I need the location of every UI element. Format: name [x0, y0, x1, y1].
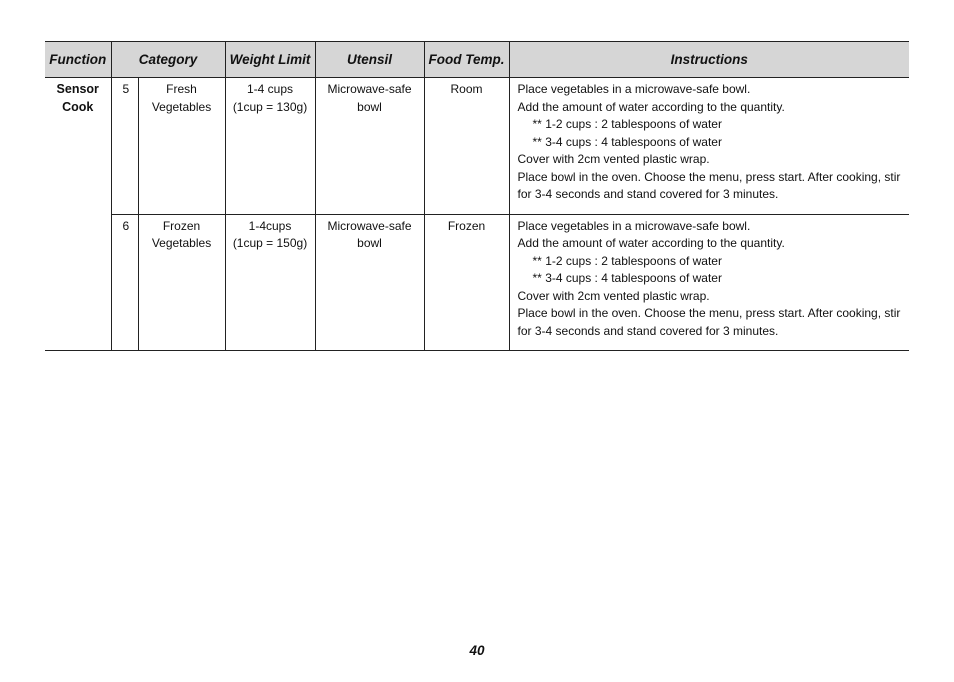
header-utensil: Utensil: [315, 42, 424, 78]
utensil-text: Microwave-safe: [327, 82, 412, 96]
utensil-cell: [315, 78, 424, 215]
function-cell: [45, 78, 111, 351]
weight-limit-cell: [225, 214, 315, 351]
instruction-line: Add the amount of water according to the quantity.: [517, 99, 785, 114]
weight-limit-text: (1cup = 150g): [232, 236, 308, 250]
header-function: Function: [45, 42, 111, 78]
instruction-line: Place bowl in the oven. Choose the menu, press start. After cooking, stir: [517, 169, 901, 184]
header-instructions: Instructions: [509, 42, 909, 78]
category-text: Vegetables: [151, 99, 212, 114]
utensil-cell: [315, 214, 424, 351]
weight-limit-cell: [225, 78, 315, 215]
instruction-line: Place bowl in the oven. Choose the menu, press start. After cooking, stir: [517, 306, 901, 320]
header-category: Category: [111, 42, 225, 78]
instruction-line: ** 1-2 cups : 2 tablespoons of water: [532, 117, 722, 131]
instruction-line: Add the amount of water according to the quantity.: [517, 236, 785, 250]
table-header-row: [45, 42, 909, 78]
utensil-text: bowl: [357, 236, 382, 250]
weight-limit-text: (1cup = 130g): [232, 99, 308, 114]
weight-limit-text: 1-4cups: [248, 218, 292, 233]
instruction-line: Cover with 2cm vented plastic wrap.: [517, 152, 710, 166]
header-weight-limit: Weight Limit: [225, 42, 315, 78]
instruction-line: Place vegetables in a microwave-safe bowl.: [517, 218, 751, 233]
category-cell: [138, 214, 225, 351]
instruction-line: ** 1-2 cups : 2 tablespoons of water: [532, 253, 722, 268]
header-food-temp: Food Temp.: [424, 42, 509, 78]
instruction-line: Place vegetables in a microwave-safe bowl.: [517, 82, 751, 96]
instruction-line: for 3-4 seconds and stand covered for 3 minutes.: [517, 323, 779, 338]
weight-limit-text: 1-4 cups: [247, 82, 294, 96]
function-label: Sensor: [56, 82, 99, 96]
instructions-cell: [509, 214, 909, 351]
table-row: [45, 78, 909, 215]
food-temp-cell: Room: [424, 78, 509, 215]
menu-number: 6: [111, 214, 138, 351]
function-label: Cook: [62, 99, 94, 114]
sensor-cook-table: [45, 41, 909, 351]
menu-number: 5: [111, 78, 138, 215]
instruction-line: Cover with 2cm vented plastic wrap.: [517, 288, 710, 303]
page-number: 40: [469, 643, 485, 658]
instruction-line: ** 3-4 cups : 4 tablespoons of water: [532, 134, 722, 149]
category-cell: [138, 78, 225, 215]
instruction-line: ** 3-4 cups : 4 tablespoons of water: [532, 271, 722, 285]
food-temp-cell: Frozen: [424, 214, 509, 351]
instructions-cell: [509, 78, 909, 215]
utensil-text: bowl: [357, 99, 382, 114]
table-row: [45, 214, 909, 351]
category-text: Frozen: [162, 218, 201, 233]
category-text: Fresh: [166, 82, 197, 96]
instruction-line: for 3-4 seconds and stand covered for 3 minutes.: [517, 187, 779, 201]
utensil-text: Microwave-safe: [327, 218, 412, 233]
category-text: Vegetables: [151, 236, 212, 250]
